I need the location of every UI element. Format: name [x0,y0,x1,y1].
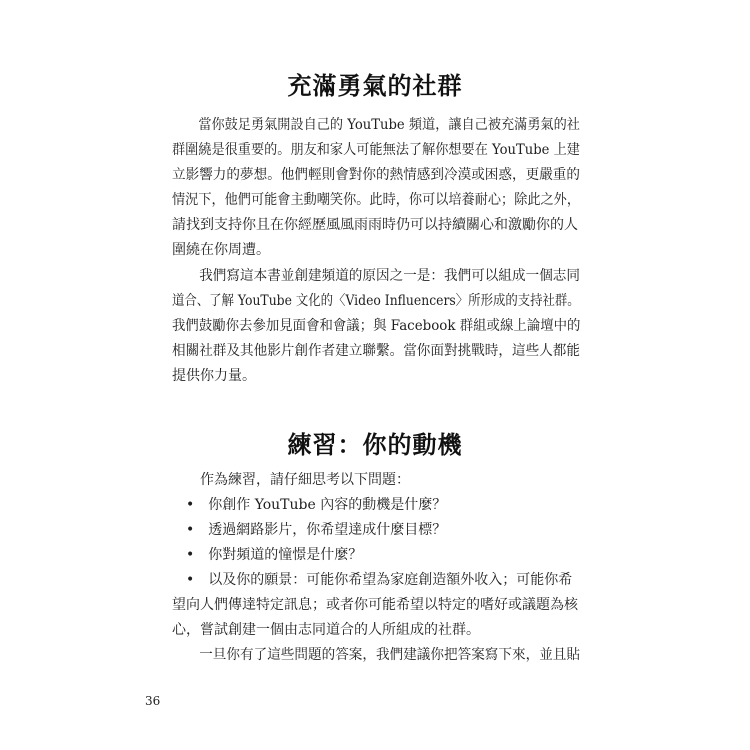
paragraph-line: 我們鼓勵你去參加見面會和會議；與 Facebook 群組或線上論壇中的 [172,318,581,334]
paragraph-line: 望向人們傳達特定訊息；或者你可能希望以特定的嗜好或議題為核 [172,597,578,613]
paragraph-line: 請找到支持你且在你經歷風風雨雨時仍可以持續關心和激勵你的人 [172,217,578,233]
paragraph-line: 心，嘗試創建一個由志同道合的人所組成的社群。 [172,622,480,638]
page-number: 36 [145,694,161,708]
paragraph-line: 作為練習，請仔細思考以下問題： [172,472,410,488]
paragraph-line: 提供你力量。 [172,368,256,384]
paragraph-line: 圍繞在你周遭。 [172,242,270,258]
bullet-item: • 透過網路影片，你希望達成什麼目標？ [172,522,447,538]
paragraph-line: 立影響力的夢想。他們輕則會對你的熱情感到冷漠或困惑，更嚴重的 [172,167,580,183]
paragraph-line: 道合、了解 YouTube 文化的〈Video Influencers〉所形成的支持社群。 [172,293,580,309]
bullet-item: • 你對頻道的憧憬是什麼？ [172,547,363,563]
exercise-title: 練習：你的動機 [287,431,463,459]
paragraph-line: 情況下，他們可能會主動嘲笑你。此時，你可以培養耐心；除此之外， [172,192,580,208]
bullet-item: • 你創作 YouTube 內容的動機是什麼？ [172,497,447,513]
paragraph-line: 相關社群及其他影片創作者建立聯繫。當你面對挑戰時，這些人都能 [172,343,580,359]
section-title: 充滿勇氣的社群 [287,72,463,100]
bullet-item: • 以及你的願景：可能你希望為家庭創造額外收入；可能你希 [172,572,573,588]
paragraph-line: 我們寫這本書並創建頻道的原因之一是：我們可以組成一個志同 [172,268,580,284]
paragraph-line: 群圍繞是很重要的。朋友和家人可能無法了解你想要在 YouTube 上建 [172,142,580,158]
paragraph-line: 當你鼓足勇氣開設自己的 YouTube 頻道，讓自己被充滿勇氣的社 [172,117,580,133]
section-body [172,113,580,389]
exercise-body [172,468,580,668]
paragraph-line: 一旦你有了這些問題的答案，我們建議你把答案寫下來，並且貼 [172,647,580,663]
